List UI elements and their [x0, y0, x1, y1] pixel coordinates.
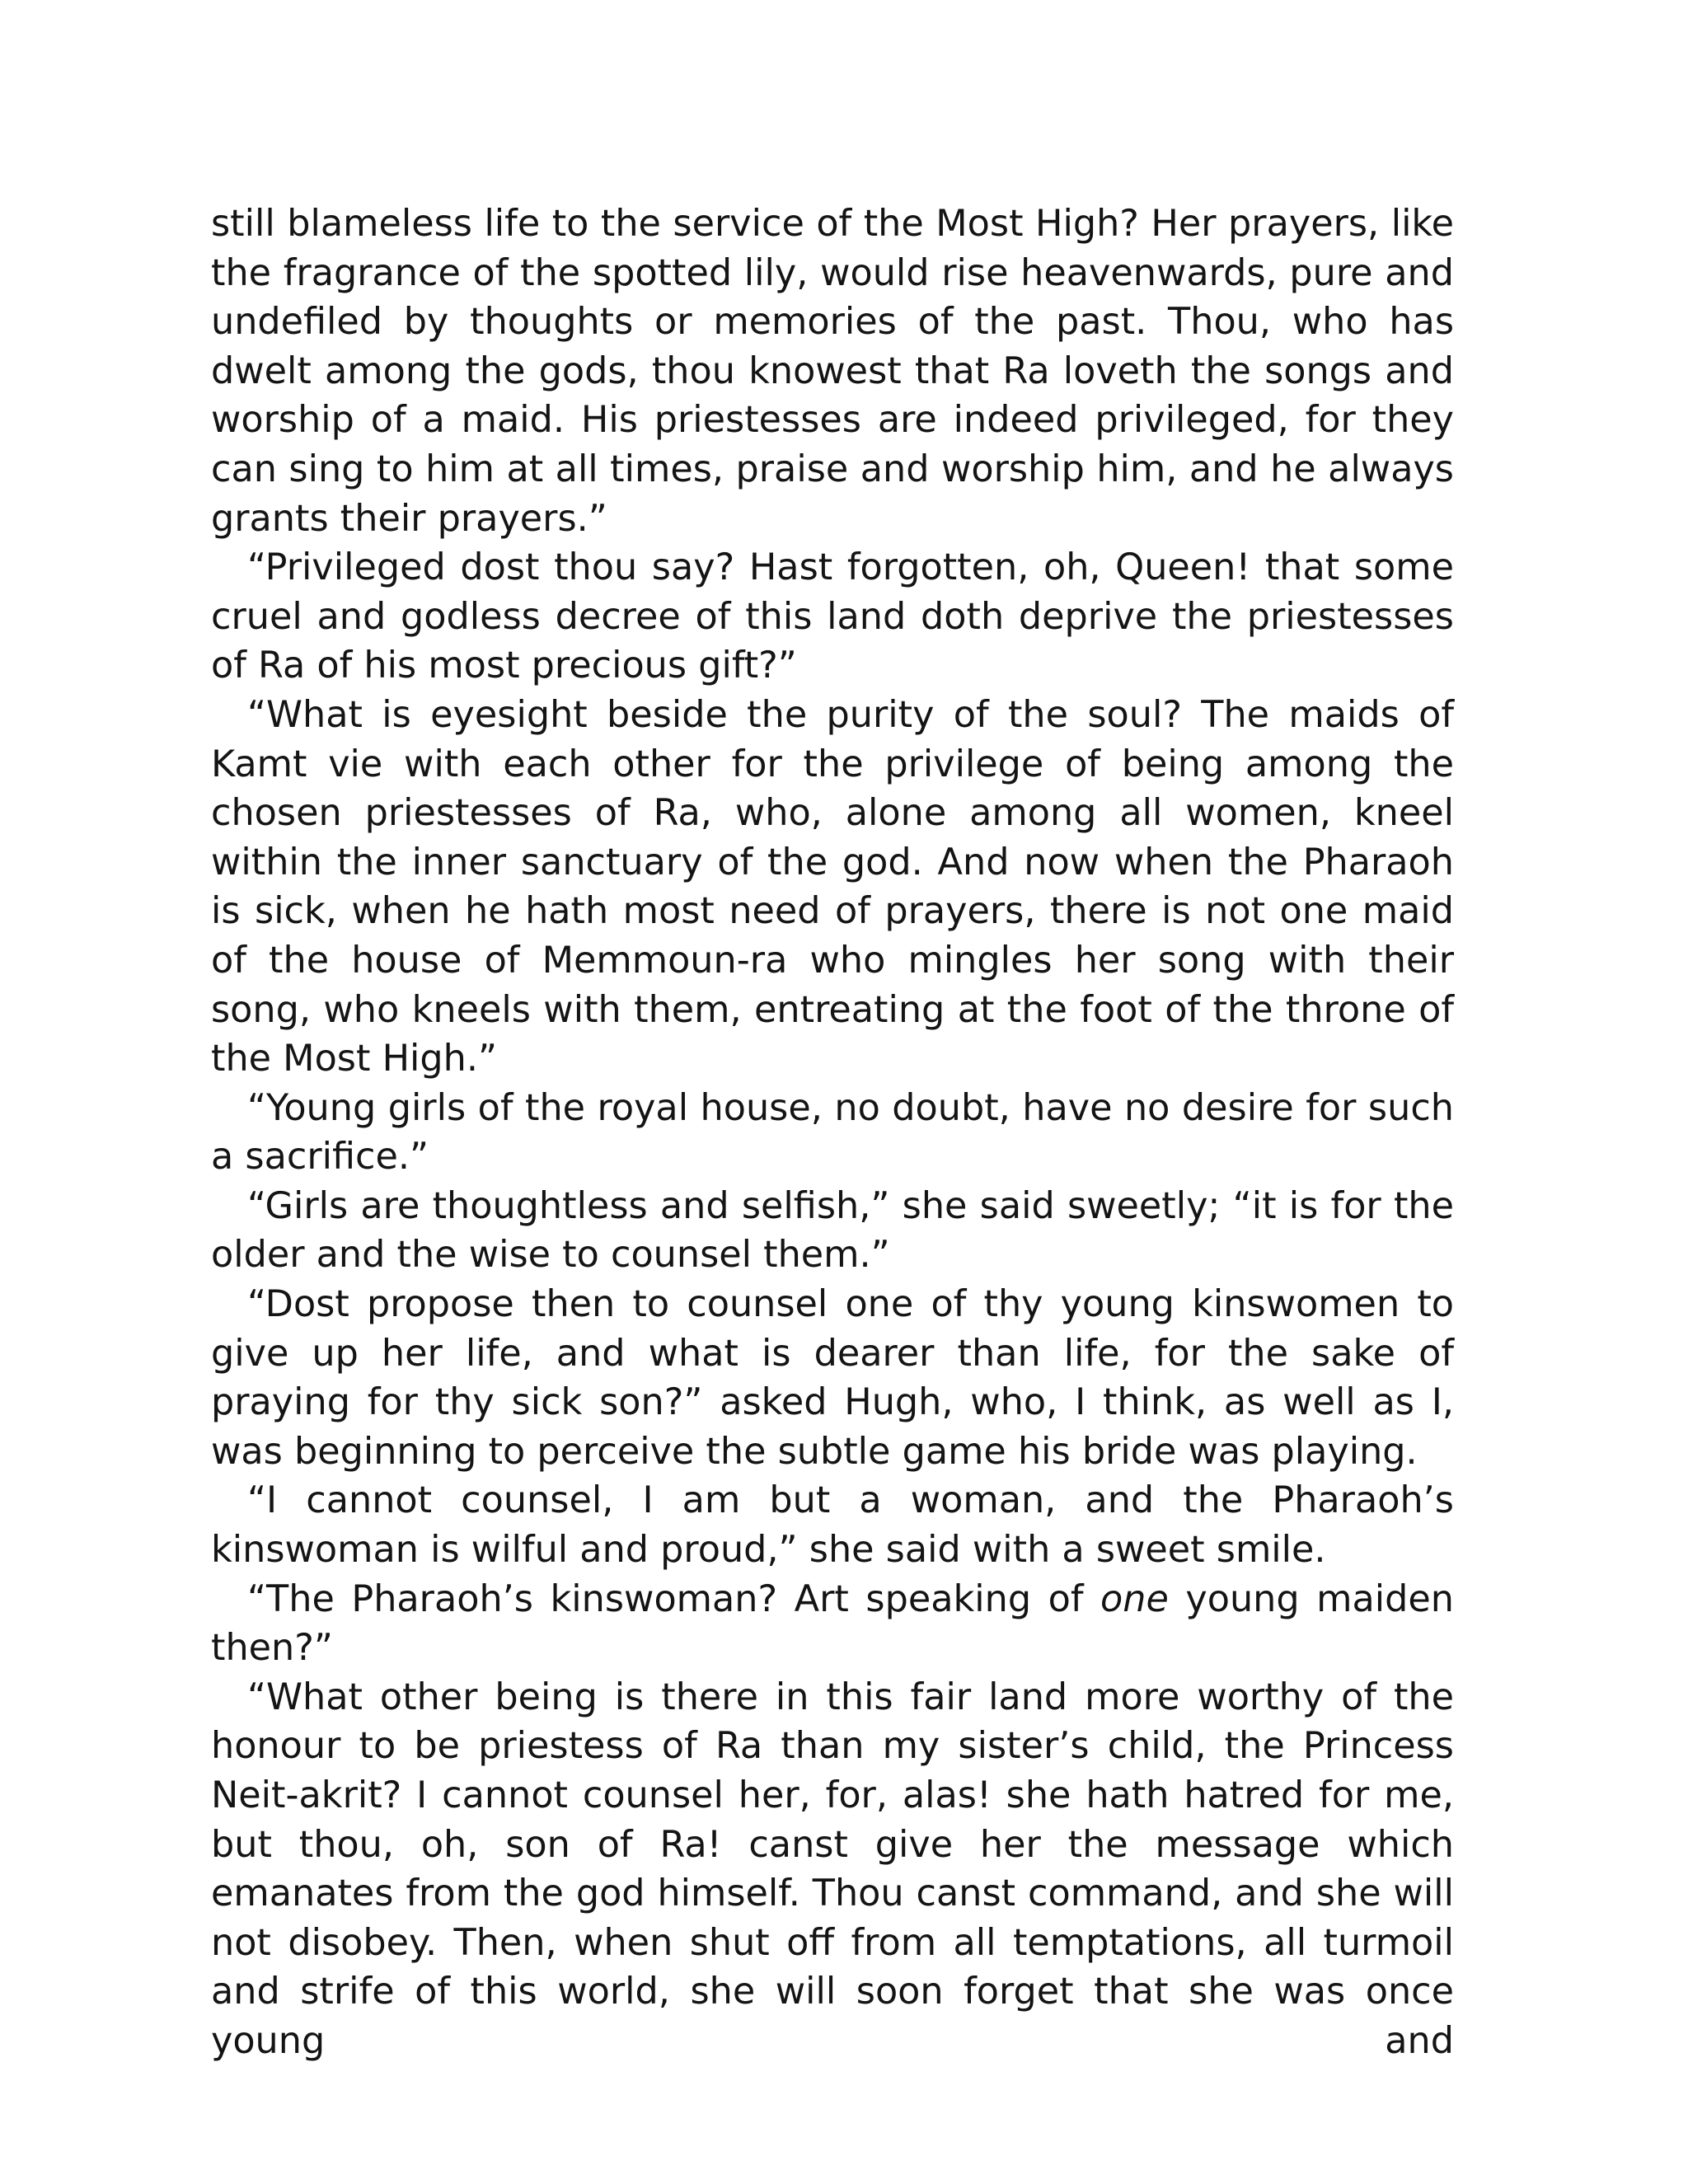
paragraph: “I cannot counsel, I am but a woman, and the Pharaoh’s kinswoman is wilful and proud,” she said with a sweet smile. — [211, 1479, 1454, 1572]
paragraph — [211, 1575, 1454, 1673]
paragraph: “What is eyesight beside the purity of the soul? The maids of Kamt vie with each other for the privilege of being among the chosen priestesses of Ra, who, alone among all women, kneel within the inner sanctuary of the god. And now when the Pharaoh is sick, when he hath most need of prayers, there is not one maid of the house of Memmoun-ra who mingles her song with their song, who kneels with them, entreating at the foot of the throne of the Most High.” — [211, 693, 1454, 1080]
paragraph: “Privileged dost thou say? Hast forgotten, oh, Queen! that some cruel and godless decree of this land doth deprive the priestesses of Ra of his most precious gift?” — [211, 546, 1454, 687]
paragraph: “Young girls of the royal house, no doubt, have no desire for such a sacrifice.” — [211, 1086, 1454, 1179]
paragraph-text: “The Pharaoh’s kinswoman? Art speaking of — [247, 1577, 1101, 1620]
paragraph: “What other being is there in this fair land more worthy of the honour to be priestess of Ra than my sister’s child, the Princess Neit-akrit? I cannot counsel her, for, alas! she hath hatred for me, but thou, oh, son of Ra! canst give her the message which emanates from the god himself. Thou canst command, and she will not disobey. Then, when shut off from all temptations, all turmoil and strife of this world, she will soon forget that she was once young and — [211, 1675, 1454, 2062]
paragraph-text: young maiden then?” — [211, 1577, 1454, 1670]
paragraph: “Dost propose then to counsel one of thy young kinswomen to give up her life, and what is dearer than life, for the sake of praying for thy sick son?” asked Hugh, who, I think, as well as I, was beginning to perceive the subtle game his bride was playing. — [211, 1283, 1454, 1473]
emphasis-text: one — [1100, 1577, 1169, 1620]
paragraph: “Girls are thoughtless and selfish,” she said sweetly; “it is for the older and the wise to counsel them.” — [211, 1184, 1454, 1277]
page-text — [211, 199, 1454, 2066]
paragraph: still blameless life to the service of the Most High? Her prayers, like the fragrance of the spotted lily, would rise heavenwards, pure and undefiled by thoughts or memories of the past. Thou, who has dwelt among the gods, thou knowest that Ra loveth the songs and worship of a maid. His priestesses are indeed privileged, for they can sing to him at all times, praise and worship him, and he always grants their prayers.” — [211, 203, 1454, 540]
